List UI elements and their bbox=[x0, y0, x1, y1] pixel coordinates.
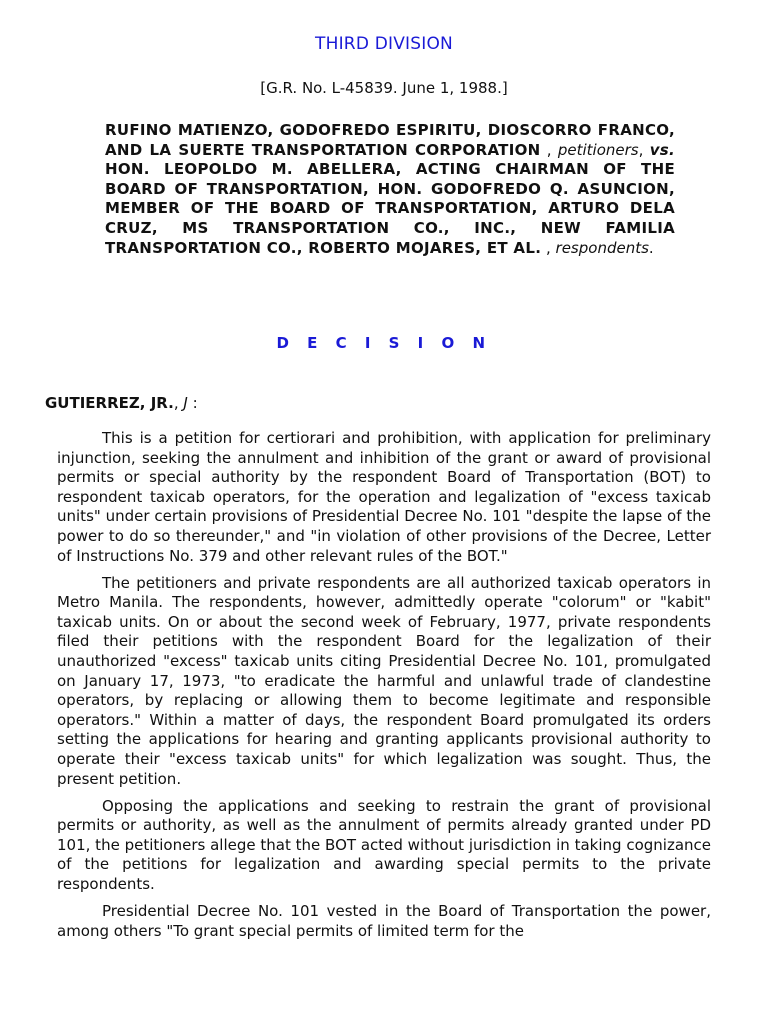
paragraph: Opposing the applications and seeking to restrain the grant of provisional permits or authority, as well as the annulment of permits already granted under PD 101, the petitioners allege that the BOT acted without jurisdiction in taking cognizance of the petitions for legalization and awarding special permits to the private respondents. bbox=[57, 796, 711, 894]
ponente-title: J bbox=[183, 394, 188, 412]
paragraph: Presidential Decree No. 101 vested in the Board of Transportation the power, among others "To grant special permits of limited term for the bbox=[57, 902, 711, 940]
ponente: GUTIERREZ, JR., J : bbox=[45, 394, 198, 412]
case-parties bbox=[105, 121, 675, 258]
separator: , bbox=[541, 238, 551, 257]
versus-label: vs. bbox=[649, 140, 675, 159]
ponente-name: GUTIERREZ, JR. bbox=[45, 394, 174, 412]
division-heading: THIRD DIVISION bbox=[315, 34, 453, 54]
petitioners-names: RUFINO MATIENZO, GODOFREDO ESPIRITU, DIOSCORRO FRANCO, AND LA SUERTE TRANSPORTATION CORPORATION bbox=[105, 121, 675, 159]
separator: , bbox=[638, 140, 650, 159]
decision-heading: D E C I S I O N bbox=[276, 334, 492, 352]
respondents-label: respondents bbox=[555, 238, 649, 257]
paragraph: The petitioners and private respondents are all authorized taxicab operators in Metro Manila. The respondents, however, admittedly operate "colorum" or "kabit" taxicab units. On or about the second week of February, 1977, private respondents filed their petitions with the respondent Board for the legalization of their unauthorized "excess" taxicab units citing Presidential Decree No. 101, promulgated on January 17, 1973, "to eradicate the harmful and unlawful trade of clandestine operators, by replacing or allowing them to become legitimate and responsible operators." Within a matter of days, the respondent Board promulgated its orders setting the applications for hearing and granting applicants provisional authority to operate their "excess taxicab units" for which legalization was sought. Thus, the present petition. bbox=[57, 573, 711, 788]
separator: , bbox=[540, 140, 552, 159]
petitioners-label: petitioners bbox=[557, 140, 639, 159]
case-number: [G.R. No. L-45839. June 1, 1988.] bbox=[260, 79, 508, 97]
paragraph: This is a petition for certiorari and prohibition, with application for preliminary injunction, seeking the annulment and inhibition of the grant or award of provisional permits or special authority by the respondent Board of Transportation (BOT) to respondent taxicab operators, for the operation and legalization of "excess taxicab units" under certain provisions of Presidential Decree No. 101 "despite the lapse of the power to do so thereunder," and "in violation of other provisions of the Decree, Letter of Instructions No. 379 and other relevant rules of the BOT." bbox=[57, 429, 711, 565]
separator: . bbox=[648, 238, 654, 257]
decision-body bbox=[57, 429, 711, 949]
respondents-names: HON. LEOPOLDO M. ABELLERA, ACTING CHAIRMAN OF THE BOARD OF TRANSPORTATION, HON. GODOFREDO Q. ASUNCION, MEMBER OF THE BOARD OF TRANSPORTATION, ARTURO DELA CRUZ, MS TRANSPORTATION CO., INC., NEW FAMILIA TRANSPORTATION CO., ROBERTO MOJARES, ET AL. bbox=[105, 160, 675, 257]
